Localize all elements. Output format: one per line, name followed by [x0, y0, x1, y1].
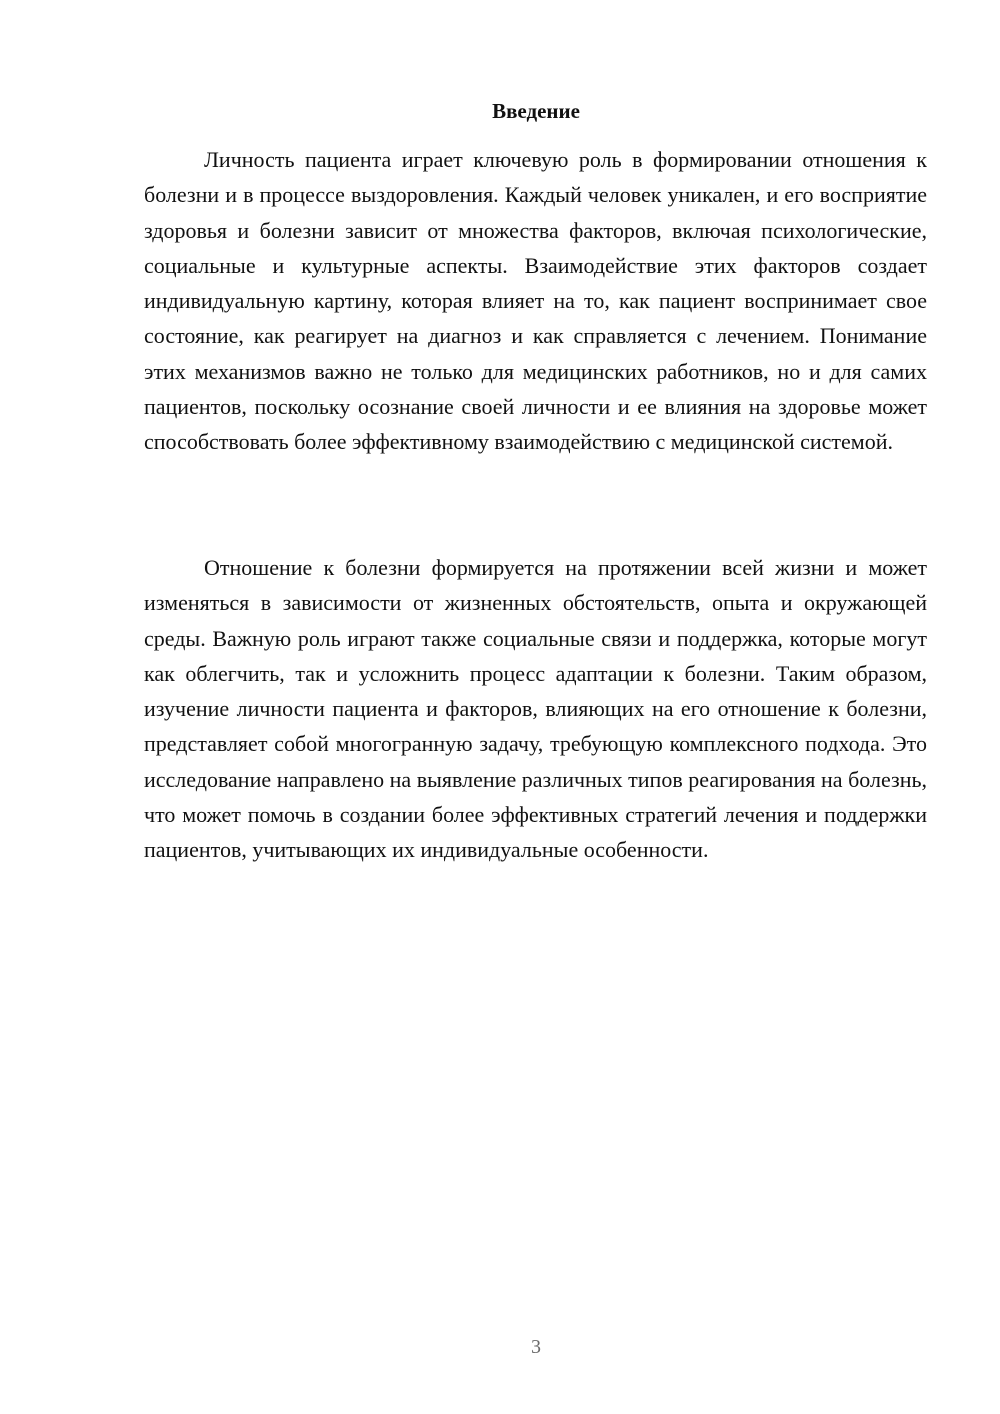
- paragraph-2: Отношение к болезни формируется на протяжении всей жизни и может изменяться в зависимости от жизненных обстоятельств, опыта и окружающей среды. Важную роль играют также социальные связи и поддержка, которые могут как облегчить, так и усложнить процесс адаптации к болезни. Таким образом, изучение личности пациента и факторов, влияющих на его отношение к болезни, представляет собой многогранную задачу, требующую комплексного подхода. Это исследование направлено на выявление различных типов реагирования на болезнь, что может помочь в создании более эффективных стратегий лечения и поддержки пациентов, учитывающих их индивидуальные особенности.: [144, 555, 927, 863]
- paragraph-1: Личность пациента играет ключевую роль в формировании отношения к болезни и в процессе выздоровления. Каждый человек уникален, и его восприятие здоровья и болезни зависит от множества факторов, включая психологические, социальные и культурные аспекты. Взаимодействие этих факторов создает индивидуальную картину, которая влияет на то, как пациент воспринимает свое состояние, как реагирует на диагноз и как справляется с лечением. Понимание этих механизмов важно не только для медицинских работников, но и для самих пациентов, поскольку осознание своей личности и ее влияния на здоровье может способствовать более эффективному взаимодействию с медицинской системой.: [144, 147, 927, 455]
- page-number: 3: [531, 1336, 541, 1358]
- section-heading: Введение: [492, 99, 580, 123]
